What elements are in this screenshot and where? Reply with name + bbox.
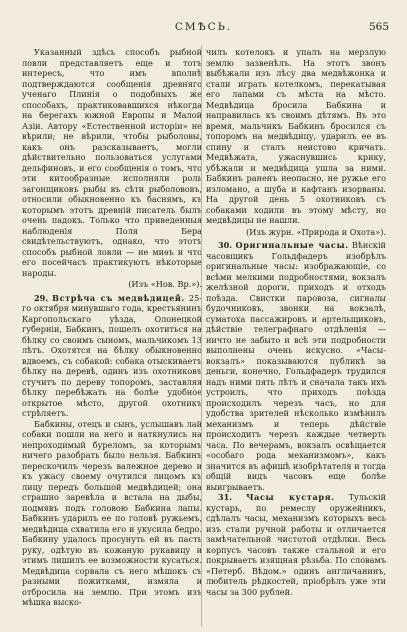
paragraph-dolphin-fishing: Указанный здѣсь способъ рыбной ловли представляетъ еще и тотъ интересъ, что имъ вполнѣ подтверждаются сообщенія древняго ученаго Плинія о подобныхъ же способахъ, практиковавшихся нѣкогда на берегахъ южной Европы и Малой Азіи. Автору «Естественной исторіи» не вѣрили; не вѣрили, чтобы рыболовы, какъ онъ разсказываетъ, могли дѣйствительно пользоваться услугами дельфиновъ, и его сообщенія о томъ, что эти китообразные исполняли роль загонщиковъ рыбы въ сѣти рыболововъ, относили обыкновенно къ баснямъ, къ которымъ этотъ древній писатель былъ очень падокъ. Только что приведенныя наблюденія Поля Бера свидѣтельствуютъ, однако, что этотъ способъ рыбной ловли — не миѳъ и что его посейчасъ практикуютъ нѣкоторые народы.: [22, 47, 202, 278]
source-citation: (Изъ журн. «Природа и Охота»).: [246, 226, 386, 237]
running-title: СМѢСЬ.: [174, 21, 233, 33]
right-column: [206, 47, 386, 597]
section-body: Вѣнскій часовщикъ Гольдфадеръ изобрѣлъ оригинальные часы: изображающіе, со всѣми мелкими подробностями, вокзалъ желѣзной дороги, приходъ и отходъ поѣзда. Свистки паровоза, сигналы будочниковъ, звонки на вокзалѣ, суматоха пассажировъ и артельщиковъ, дѣйствіе телеграфнаго отдѣленія — ничто не забыто и всѣ эти подробности выполнены очень искусно. «Часы-вокзалъ» показываются публикѣ за деньги, конечно, Гольдфадеръ трудился надъ ними пять лѣтъ и сначала такъ ихъ устроилъ, что приходъ поѣзда происходилъ черезъ часъ, но для удобства зрителей нѣсколько измѣнилъ механизмъ и теперь дѣйствіе происходитъ черезъ каждые четверть часа. По вечерамъ, вокзалъ освѣщается «особаго рода механизмомъ», какъ значится въ афишѣ изобрѣтателя и тогда общій видъ часовъ еще болѣе выигрываетъ.: [206, 240, 386, 492]
source-citation: (Изъ «Нов. Вр.»).: [128, 279, 202, 289]
paragraph-bear-encounter: Бабкины, отецъ и сынъ, услышавъ лай собаки пошли на него и наткнулись на непроходимый буреломъ, за которымъ ничего разобрать было нельзя. Бабкинъ перескочилъ черезъ валежное дерево и къ ужасу своему очутился лицомъ къ лицу передъ большой медвѣдицей; она страшно заревѣла и встала на дыбы, подмявъ подъ головою Бабкина лапы. Бабкинъ ударилъ ее по головѣ ружьемъ, медвѣдица схватила его и укусила бедро. Бабкину удалось просунуть ей въ пасть руку, одѣтую въ кожаную рукавицу и этимъ лишилъ ее возможности кусаться. Медвѣдица сорвала съ него мѣшокъ съ разными пожитками, измяла и отбросила на землю. При этомъ изъ мѣшка выско-: [22, 418, 202, 607]
paragraph-bear-continued: чилъ котелокъ и упалъ на мерзлую землю зазвенѣлъ. На этотъ звонъ выбѣжали изъ лѣсу два медвѣжонка и стали играть котелкомъ, перекатывая его лапами съ мѣста на мѣсто. Медвѣдица бросила Бабкина и направилась къ своимъ дѣтямъ. Въ это время, мальчикъ Бабкинъ бросился съ топоромъ на медвѣдицу, ударилъ ее въ спину и сталъ неистово кричать. Медвѣжата, ужаснувшись крику, убѣжали и медвѣдица ушла за ними. Бабкинъ раненъ неопасно, не ружье его изломано, а шуба и кафтанъ изорваны. На другой день 5 охотниковъ съ собаками ходили въ этому мѣсту, но медвѣдицы не нашли.: [206, 47, 386, 225]
column-divider: [201, 45, 202, 627]
section-title: Оригинальные часы.: [235, 240, 349, 250]
section-number: 31.: [218, 492, 233, 502]
section-body: 25-го октября минувшаго года, крестьянинъ Каргопольскаго уѣзда, Олонецкой губерніи, Бабкинъ, пошелъ охотиться на бѣлку со своимъ сыномъ, мальчикомъ 13 лѣтъ. Охотятся на бѣлку обыкновенно вдвоемъ, съ собакой: собака отыскиваетъ бѣлку на деревѣ, одинъ изъ охотниковъ стучитъ по дереву топоромъ, заставляя бѣлку перебѣжать на болѣе удобное открытое мѣсто, другой охотникъ стрѣляетъ.: [22, 292, 203, 418]
section-title: Встрѣча съ медвѣдицей.: [52, 292, 185, 303]
section-title: Часы кустаря.: [246, 492, 335, 502]
section-31: [206, 492, 386, 597]
section-number: 30.: [218, 240, 233, 250]
page-number: 565: [368, 21, 389, 33]
page-header: [0, 21, 407, 37]
section-number: 29.: [34, 292, 49, 303]
section-30: [206, 240, 386, 492]
left-column: [22, 47, 202, 608]
section-29: [22, 293, 202, 419]
section-body: Тульскій кустарь, по ремеслу оружейникъ, сдѣлалъ часы, механизмъ которыхъ весь изъ стали ручной работы и отличается замѣчательной чистотой отдѣлки. Весь корпусъ часовъ также стальной и его покрываетъ изящная рѣзьба. По словамъ «Петерб. Вѣдом.» одинъ англичанинъ, любитель рѣдкостей, пріобрѣлъ уже эти часы за 300 рублей.: [206, 492, 386, 597]
